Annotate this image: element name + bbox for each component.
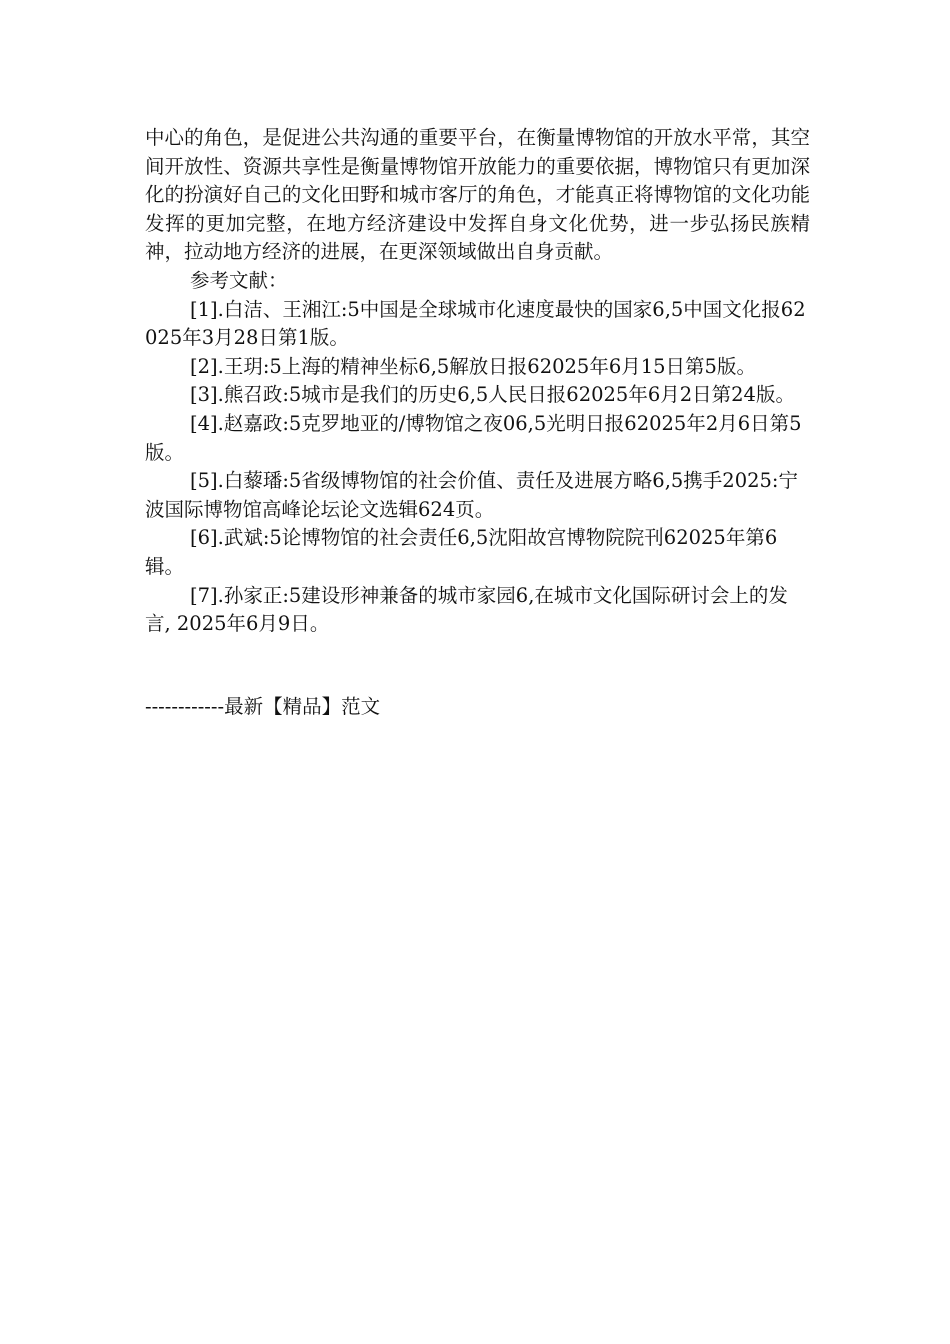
reference-item: [7].孙家正:5建设形神兼备的城市家园6,在城市文化国际研讨会上的发言, 2025年6月9日。 xyxy=(145,583,788,636)
reference-item: [5].白藜璠:5省级博物馆的社会价值、责任及进展方略6,5携手2025:宁波国际博物馆高峰论坛论文选辑624页。 xyxy=(145,469,799,521)
reference-item: [3].熊召政:5城市是我们的历史6,5人民日报62025年6月2日第24版。 xyxy=(190,383,795,407)
body-paragraph: 中心的角色，是促进公共沟通的重要平台，在衡量博物馆的开放水平常，其空间开放性、资源共享性是衡量博物馆开放能力的重要依据，博物馆只有更加深化的扮演好自己的文化田野和城市客厅的角色，才能真正将博物馆的文化功能发挥的更加完整，在地方经济建设中发挥自身文化优势，进一步弘扬民族精神，拉动地方经济的进展，在更深领域做出自身贡献。 xyxy=(145,126,810,264)
reference-item: [2].王玥:5上海的精神坐标6,5解放日报62025年6月15日第5版。 xyxy=(190,354,756,378)
reference-item: [1].白洁、王湘江:5中国是全球城市化速度最快的国家6,5中国文化报62025年3月28日第1版。 xyxy=(145,297,806,350)
footer-banner: ------------最新【精品】范文 xyxy=(145,695,381,718)
reference-item: [6].武斌:5论博物馆的社会责任6,5沈阳故宫博物院院刊62025年第6辑。 xyxy=(145,526,778,578)
document-body xyxy=(145,124,810,639)
references-list xyxy=(145,296,810,639)
reference-item: [4].赵嘉政:5克罗地亚的/博物馆之夜06,5光明日报62025年2月6日第5版。 xyxy=(145,411,802,464)
references-heading: 参考文献： xyxy=(190,268,288,292)
